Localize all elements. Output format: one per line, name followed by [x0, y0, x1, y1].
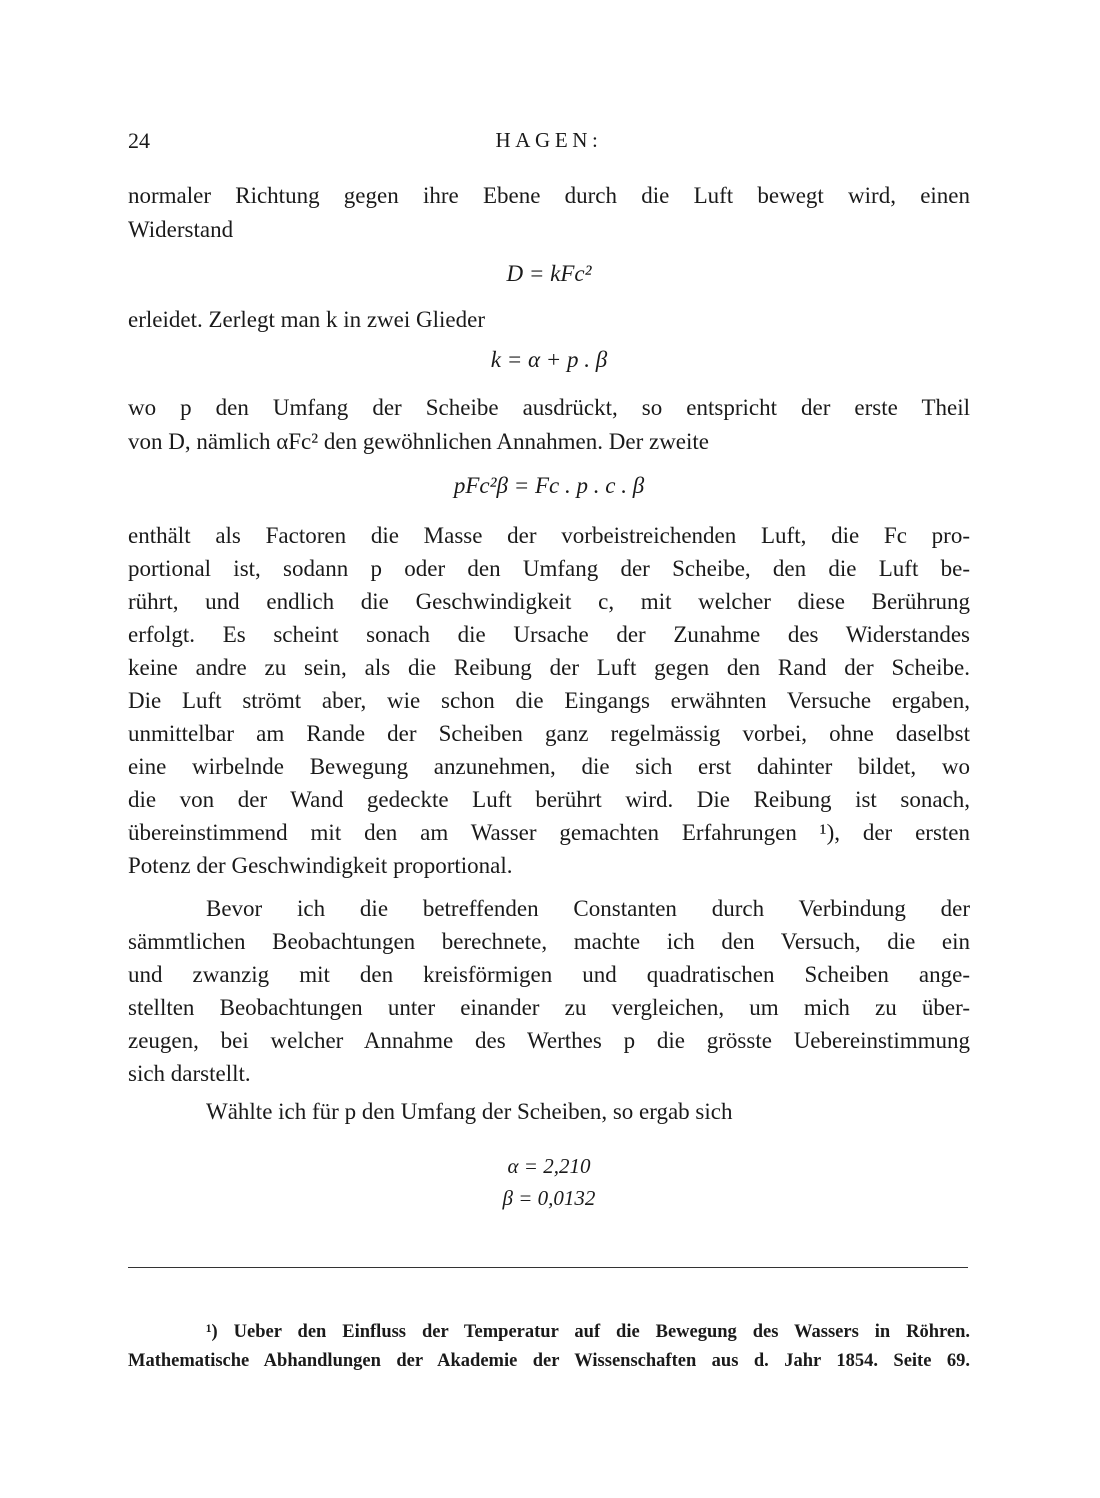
- text-line: eine wirbelnde Bewegung anzunehmen, die sich erst dahinter bildet, wo: [128, 754, 970, 779]
- text-line: erfolgt. Es scheint sonach die Ursache der Zunahme des Widerstandes: [128, 622, 970, 647]
- running-header: [128, 128, 970, 162]
- text-line: portional ist, sodann p oder den Umfang der Scheibe, den die Luft be-: [128, 556, 970, 581]
- equation-2: k = α + p . β: [490, 347, 608, 372]
- running-title: HAGEN:: [495, 128, 603, 152]
- text-line: übereinstimmend mit den am Wasser gemachten Erfahrungen ¹), der ersten: [128, 820, 970, 845]
- equation-1: D = kFc²: [506, 261, 592, 286]
- equation-alpha: α = 2,210: [507, 1154, 591, 1178]
- text-line: stellten Beobachtungen unter einander zu vergleichen, um mich zu über-: [128, 995, 970, 1020]
- equation-beta: β = 0,0132: [502, 1186, 596, 1210]
- text-line: sich darstellt.: [128, 1061, 251, 1086]
- text-line: unmittelbar am Rande der Scheiben ganz regelmässig vorbei, ohne daselbst: [128, 721, 970, 746]
- text-line: Potenz der Geschwindigkeit proportional.: [128, 853, 513, 878]
- page-number: 24: [128, 128, 150, 153]
- footnote-line: ¹) Ueber den Einfluss der Temperatur auf die Bewegung des Wassers in Röhren.: [206, 1322, 970, 1342]
- text-line: Widerstand: [128, 217, 234, 242]
- footnote-line: Mathematische Abhandlungen der Akademie der Wissenschaften aus d. Jahr 1854. Seite 69.: [128, 1351, 970, 1371]
- text-line: sämmtlichen Beobachtungen berechnete, machte ich den Versuch, die ein: [128, 929, 970, 954]
- text-line: rührt, und endlich die Geschwindigkeit c, mit welcher diese Berührung: [128, 589, 970, 614]
- text-line: wo p den Umfang der Scheibe ausdrückt, so entspricht der erste Theil: [128, 395, 970, 420]
- text-line: von D, nämlich αFc² den gewöhnlichen Annahmen. Der zweite: [128, 429, 710, 454]
- text-line: und zwanzig mit den kreisförmigen und quadratischen Scheiben ange-: [128, 962, 970, 987]
- text-line: Wählte ich für p den Umfang der Scheiben, so ergab sich: [206, 1099, 733, 1124]
- equation-3: pFc²β = Fc . p . c . β: [453, 473, 645, 498]
- text-line: zeugen, bei welcher Annahme des Werthes p die grösste Uebereinstimmung: [128, 1028, 970, 1053]
- text-line: normaler Richtung gegen ihre Ebene durch die Luft bewegt wird, einen: [128, 183, 970, 208]
- text-line: Die Luft strömt aber, wie schon die Eingangs erwähnten Versuche ergaben,: [128, 688, 970, 713]
- text-line: Bevor ich die betreffenden Constanten durch Verbindung der: [206, 896, 970, 921]
- text-line: erleidet. Zerlegt man k in zwei Glieder: [128, 307, 485, 332]
- text-line: die von der Wand gedeckte Luft berührt wird. Die Reibung ist sonach,: [128, 787, 970, 812]
- text-line: enthält als Factoren die Masse der vorbeistreichenden Luft, die Fc pro-: [128, 523, 970, 548]
- footnote-separator: [128, 1267, 968, 1268]
- text-line: keine andre zu sein, als die Reibung der Luft gegen den Rand der Scheibe.: [128, 655, 970, 680]
